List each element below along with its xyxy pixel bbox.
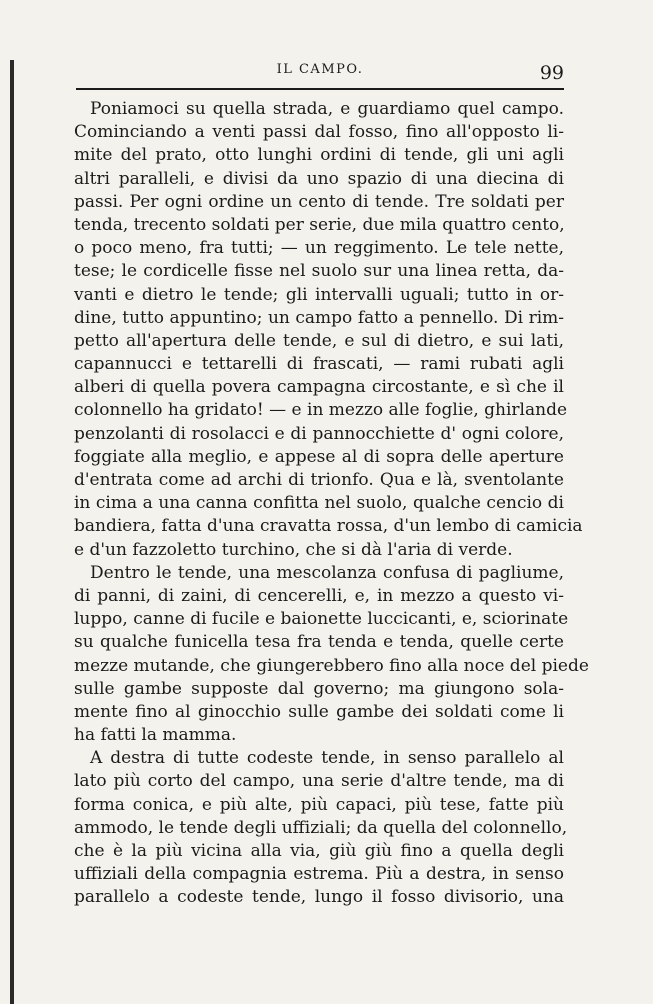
text-line: uffiziali della compagnia estrema. Più a destra, in senso — [74, 864, 564, 885]
text-line: Cominciando a venti passi dal fosso, fino all'opposto li- — [74, 122, 564, 143]
text-line: colonnello ha gridato! — e in mezzo alle foglie, ghirlande — [74, 400, 568, 421]
paragraph-1 — [74, 98, 583, 562]
text-line: foggiate alla meglio, e appese al di sopra delle aperture — [74, 446, 564, 467]
text-line: luppo, canne di fucile e baionette luccicanti, e, sciorinate — [74, 609, 569, 630]
text-line: d'entrata come ad archi di trionfo. Qua e là, sventolante — [74, 470, 564, 490]
text-line: forma conica, e più alte, più capaci, più tese, fatte più — [74, 794, 564, 815]
text-line: sulle gambe supposte dal governo; ma giungono sola- — [74, 678, 564, 699]
text-line: mezze mutande, che giungerebbero fino alla noce del piede — [74, 655, 589, 676]
text-line: A destra di tutte codeste tende, in senso parallelo al — [90, 748, 564, 769]
text-line: Poniamoci su quella strada, e guardiamo quel campo. — [90, 99, 564, 119]
text-line: capannucci e tettarelli di frascati, — rami rubati agli — [74, 354, 564, 375]
text-line: o poco meno, fra tutti; — un reggimento. Le tele nette, — [74, 238, 564, 259]
text-line: bandiera, fatta d'una cravatta rossa, d'un lembo di camicia — [74, 516, 583, 537]
running-head — [76, 56, 564, 86]
text-line: parallelo a codeste tende, lungo il fosso divisorio, una — [74, 887, 564, 908]
text-line: petto all'apertura delle tende, e sul di dietro, e sui lati, — [74, 330, 564, 351]
text-line: e d'un fazzoletto turchino, che si dà l'aria di verde. — [74, 539, 513, 560]
text-line: mente fino al ginocchio sulle gambe dei soldati come li — [74, 701, 564, 722]
text-line: tenda, trecento soldati per serie, due mila quattro cento, — [74, 214, 565, 235]
text-line: ha fatti la mamma. — [74, 725, 237, 746]
paragraph-2 — [74, 562, 589, 748]
text-line: vanti e dietro le tende; gli intervalli uguali; tutto in or- — [74, 284, 564, 305]
text-line: che è la più vicina alla via, giù giù fino a quella degli — [74, 841, 564, 861]
text-line: Dentro le tende, una mescolanza confusa di pagliume, — [90, 562, 564, 583]
header-rule — [76, 88, 564, 90]
text-line: di panni, di zaini, di cencerelli, e, in mezzo a questo vi- — [74, 585, 564, 606]
binding-edge — [10, 60, 14, 1004]
text-line: ammodo, le tende degli uffiziali; da quella del colonnello, — [74, 817, 568, 838]
running-title: IL CAMPO. — [276, 62, 364, 77]
text-line: altri paralleli, e divisi da uno spazio di una diecina di — [74, 168, 564, 189]
page-number: 99 — [539, 62, 564, 84]
text-line: lato più corto del campo, una serie d'altre tende, ma di — [74, 771, 564, 792]
text-line: passi. Per ogni ordine un cento di tende. Tre soldati per — [74, 191, 564, 212]
body-text — [74, 98, 589, 910]
paragraph-3 — [74, 747, 568, 909]
text-line: in cima a una canna confitta nel suolo, qualche cencio di — [74, 493, 564, 514]
text-line: dine, tutto appuntino; un campo fatto a pennello. Di rim- — [74, 307, 564, 328]
text-line: su qualche funicella tesa fra tenda e tenda, quelle certe — [74, 632, 564, 653]
text-line: penzolanti di rosolacci e di pannocchiette d' ogni colore, — [74, 423, 564, 444]
text-line: mite del prato, otto lunghi ordini di tende, gli uni agli — [74, 145, 564, 166]
text-line: tese; le cordicelle fisse nel suolo sur una linea retta, da- — [74, 261, 564, 282]
text-line: alberi di quella povera campagna circostante, e sì che il — [74, 377, 564, 398]
